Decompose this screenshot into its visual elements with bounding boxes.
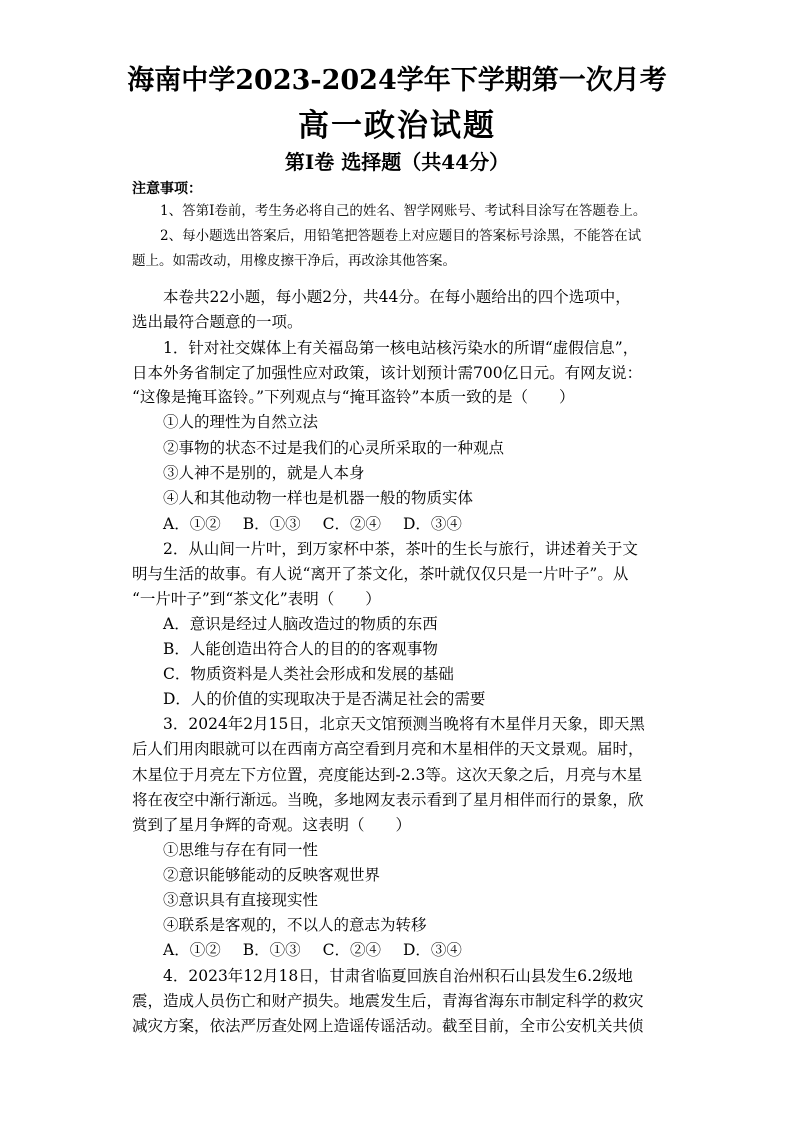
q3-choices [163, 938, 484, 960]
q3-stem-line-5: 赏到了星月争辉的奇观。这表明（ ） [132, 816, 412, 834]
q2-choice-d[interactable]: D．人的价值的实现取决于是否满足社会的需要 [163, 690, 486, 708]
q2-choice-c[interactable]: C．物质资料是人类社会形成和发展的基础 [163, 665, 454, 683]
q1-stem-line-3: “这像是掩耳盗铃。”下列观点与“掩耳盗铃”本质一致的是（ ） [132, 388, 575, 406]
q1-choice-a[interactable]: A．①② [163, 515, 221, 533]
q3-stem-line-3: 木星位于月亮左下方位置，亮度能达到-2.3等。这次天象之后，月亮与木星 [132, 766, 643, 784]
q3-choice-a[interactable]: A．①② [163, 941, 221, 959]
q1-statement-3: ③人神不是别的，就是人本身 [163, 464, 365, 482]
q3-stem-line-4: 将在夜空中渐行渐远。当晚，多地网友表示看到了星月相伴而行的景象，欣 [132, 791, 644, 809]
q3-choice-c[interactable]: C．②④ [322, 941, 381, 959]
q3-choice-b[interactable]: B．①③ [242, 941, 301, 959]
q1-statement-4: ④人和其他动物一样也是机器一般的物质实体 [163, 489, 474, 507]
intro-line-1: 本卷共22小题，每小题2分，共44分。在每小题给出的四个选项中， [163, 288, 631, 306]
intro-line-2: 选出最符合题意的一项。 [132, 313, 303, 331]
q3-statement-2: ②意识能够能动的反映客观世界 [163, 866, 381, 884]
q1-choice-b[interactable]: B．①③ [242, 515, 301, 533]
q1-statement-2: ②事物的状态不过是我们的心灵所采取的一种观点 [163, 439, 505, 457]
q1-choice-c[interactable]: C．②④ [322, 515, 381, 533]
notice-item-1: 1、答第Ⅰ卷前，考生务必将自己的姓名、智学网账号、考试科目涂写在答题卷上。 [160, 203, 647, 219]
notice-label: 注意事项： [132, 181, 202, 197]
q3-statement-3: ③意识具有直接现实性 [163, 891, 319, 909]
q3-statement-1: ①思维与存在有同一性 [163, 841, 319, 859]
q1-statement-1: ①人的理性为自然立法 [163, 413, 319, 431]
q3-statement-4: ④联系是客观的，不以人的意志为转移 [163, 916, 427, 934]
q3-choice-d[interactable]: D．③④ [402, 941, 462, 959]
q1-choice-d[interactable]: D．③④ [402, 515, 462, 533]
q3-stem-line-2: 后人们用肉眼就可以在西南方高空看到月亮和木星相伴的天文景观。届时， [132, 740, 644, 758]
notice-item-2-line-1: 2、每小题选出答案后，用铅笔把答题卷上对应题目的答案标号涂黑，不能答在试 [160, 228, 642, 244]
q1-stem-line-1: 1．针对社交媒体上有关福岛第一核电站核污染水的所谓“虚假信息”， [163, 339, 639, 357]
q2-stem-line-2: 明与生活的故事。有人说“离开了茶文化，茶叶就仅仅只是一片叶子”。从 [132, 565, 629, 583]
q4-stem-line-1: 4．2023年12月18日，甘肃省临夏回族自治州积石山县发生6.2级地 [163, 967, 633, 985]
section-title: 第Ⅰ卷 选择题（共44分） [284, 150, 510, 174]
q4-stem-line-2: 震，造成人员伤亡和财产损失。地震发生后，青海省海东市制定科学的救灾 [132, 992, 644, 1010]
q2-stem-line-3: “一片叶子”到“茶文化”表明（ ） [132, 590, 381, 608]
q2-stem-line-1: 2．从山间一片叶，到万家杯中茶，茶叶的生长与旅行，讲述着关于文 [163, 540, 638, 558]
exam-title: 海南中学2023-2024学年下学期第一次月考 [127, 65, 667, 96]
q2-choice-a[interactable]: A．意识是经过人脑改造过的物质的东西 [163, 615, 438, 633]
q1-choices [163, 512, 484, 534]
subject-title: 高一政治试题 [298, 108, 496, 144]
q1-stem-line-2: 日本外务省制定了加强性应对政策，该计划预计需700亿日元。有网友说： [132, 364, 643, 382]
q2-choice-b[interactable]: B．人能创造出符合人的目的的客观事物 [163, 640, 438, 658]
q4-stem-line-3: 减灾方案，依法严厉查处网上造谣传谣活动。截至目前，全市公安机关共侦 [132, 1017, 644, 1035]
notice-item-2-line-2: 题上。如需改动，用橡皮擦干净后，再改涂其他答案。 [132, 253, 456, 269]
q3-stem-line-1: 3．2024年2月15日，北京天文馆预测当晚将有木星伴月天象，即天黑 [163, 715, 645, 733]
